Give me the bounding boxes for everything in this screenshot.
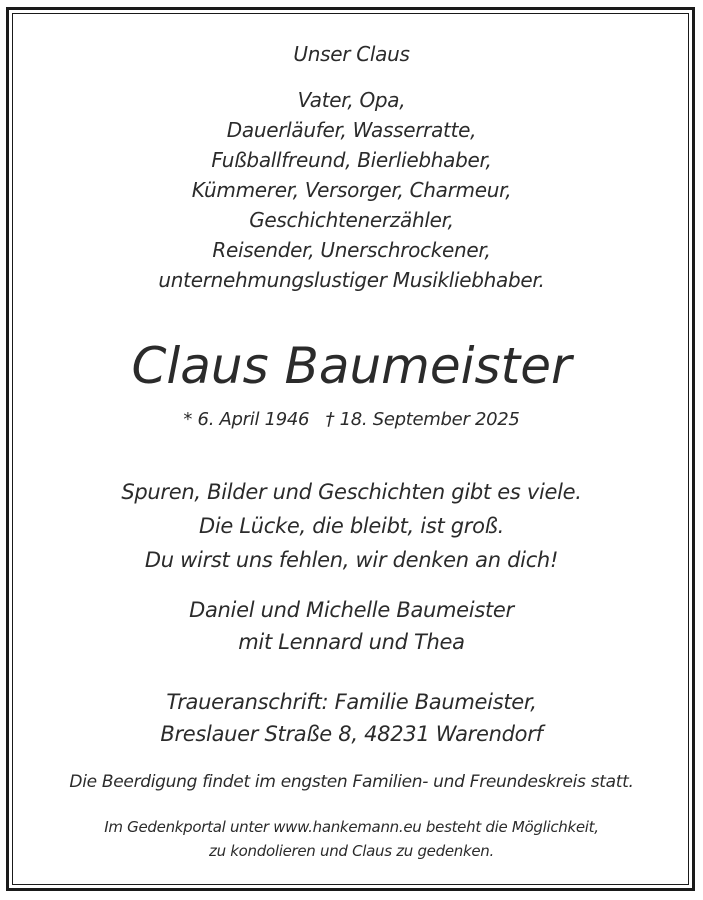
portal-line: Im Gedenkportal unter www.hankemann.eu besteht die Möglichkeit, <box>104 818 599 836</box>
address-line: Traueranschrift: Familie Baumeister, <box>166 690 537 714</box>
trait-line: Vater, Opa, <box>297 88 406 112</box>
trait-line: Reisender, Unerschrockener, <box>212 238 491 262</box>
trait-line: Fußballfreund, Bierliebhaber, <box>211 148 492 172</box>
trait-line: Dauerläufer, Wasserratte, <box>226 118 477 142</box>
verse-line: Die Lücke, die bleibt, ist groß. <box>199 514 504 538</box>
trait-line: Geschichtenerzähler, <box>249 208 454 232</box>
verse-line: Du wirst uns fehlen, wir denken an dich! <box>144 548 559 572</box>
intro-line: Unser Claus <box>293 42 410 66</box>
trait-line: unternehmungslustiger Musikliebhaber. <box>158 268 545 292</box>
portal-line: zu kondolieren und Claus zu gedenken. <box>209 842 494 860</box>
inner-border <box>12 13 689 885</box>
funeral-note: Die Beerdigung findet im engsten Familien- und Freundeskreis statt. <box>69 772 634 792</box>
address-line: Breslauer Straße 8, 48231 Warendorf <box>160 722 543 746</box>
family-line: mit Lennard und Thea <box>238 630 465 654</box>
family-line: Daniel und Michelle Baumeister <box>189 598 514 622</box>
trait-line: Kümmerer, Versorger, Charmeur, <box>191 178 512 202</box>
verse-line: Spuren, Bilder und Geschichten gibt es viele. <box>121 480 582 504</box>
life-dates: * 6. April 1946 † 18. September 2025 <box>183 409 520 430</box>
deceased-name: Claus Baumeister <box>131 337 572 395</box>
